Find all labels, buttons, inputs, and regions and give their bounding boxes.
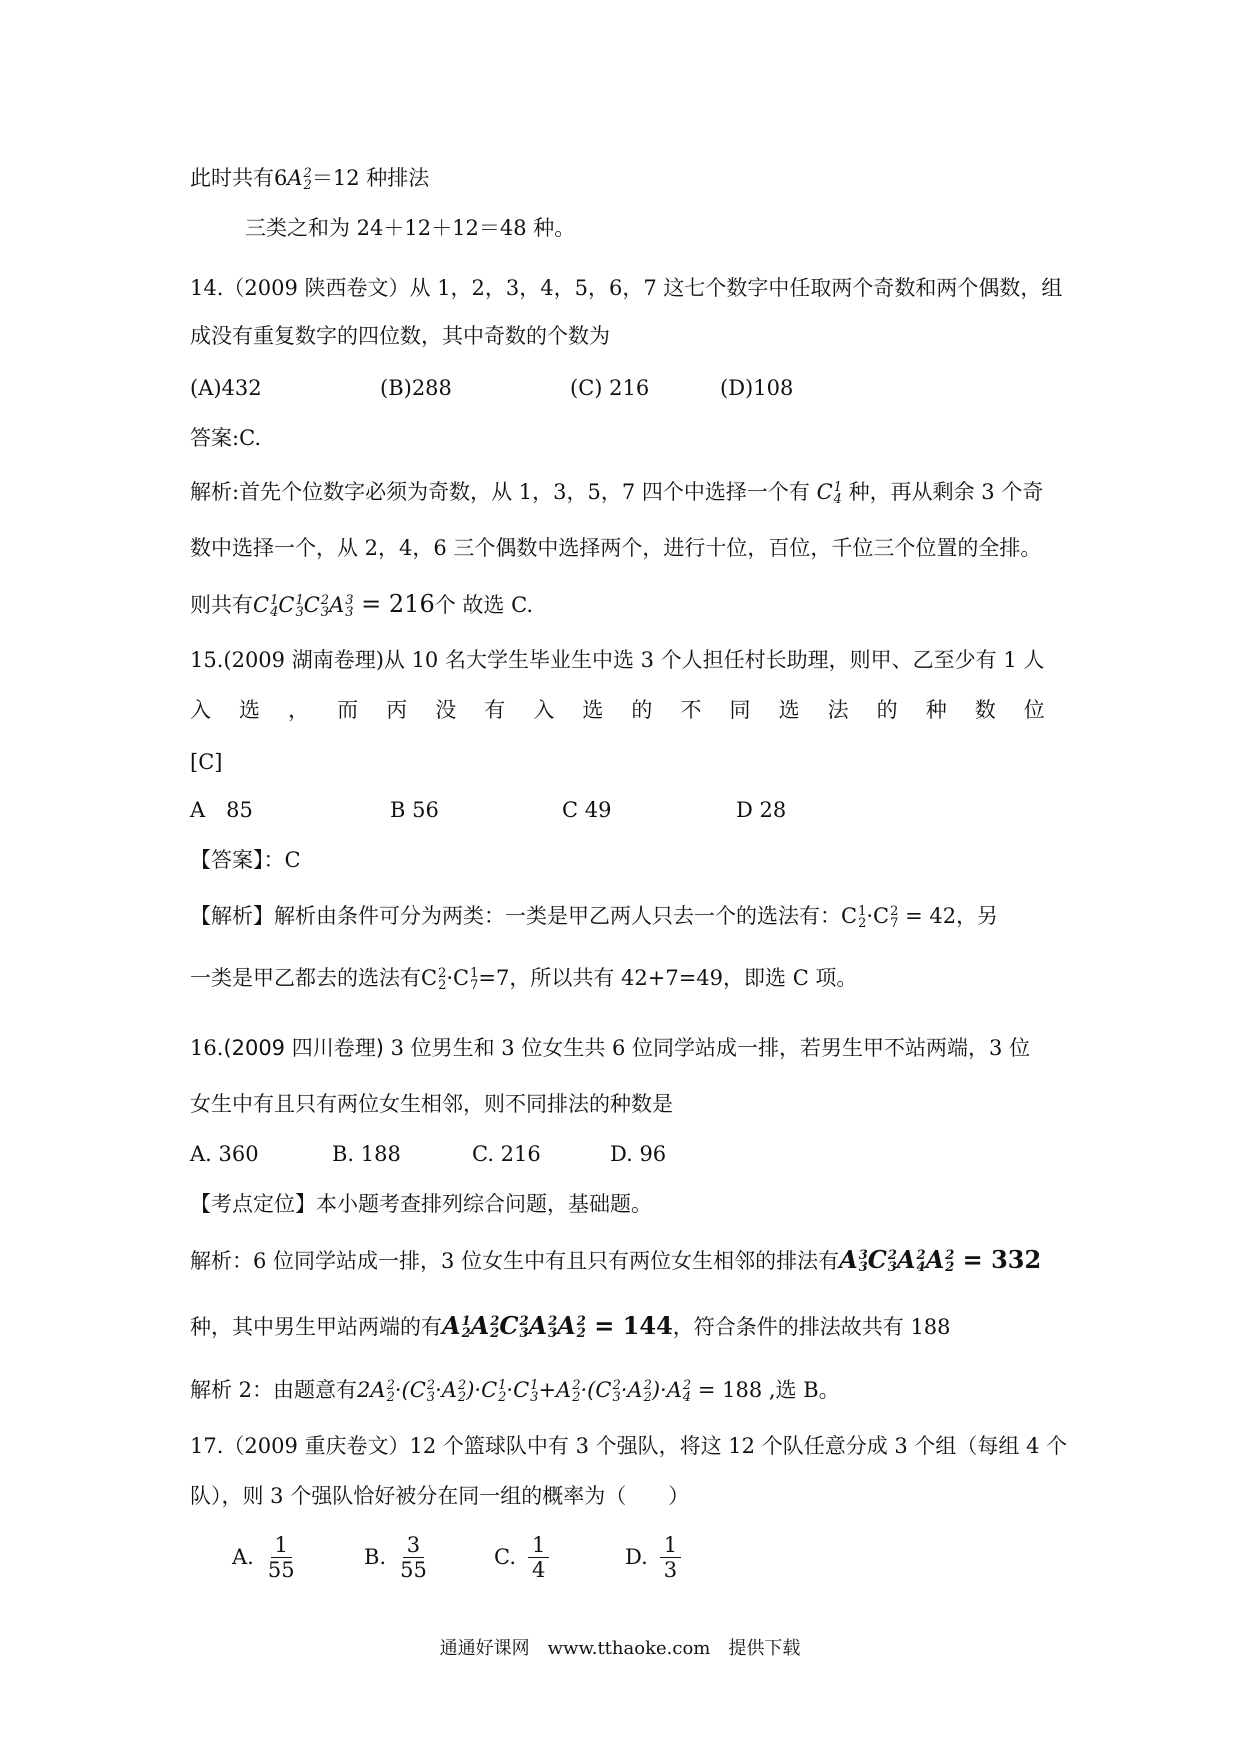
option: B 56: [390, 798, 439, 822]
formula: A 3 3 C 2 3 A 2 4 A 2 2: [839, 1245, 955, 1275]
formula: C 1 4 C 1 3 C 2 3 A 3 3: [253, 592, 354, 620]
char: 入: [190, 698, 211, 722]
coef: 6: [274, 166, 288, 190]
formula-value: = 216: [353, 590, 435, 618]
question-16-line-1: [190, 1034, 1030, 1062]
question-14-answer: 答案:C.: [190, 426, 262, 450]
option: A. 360: [190, 1142, 259, 1166]
text-span: 一类是甲乙都去的选法有: [190, 966, 421, 990]
option: (A)432: [190, 376, 262, 400]
char: 入: [533, 698, 555, 722]
option: C. 216: [472, 1142, 541, 1166]
question-14-analysis-1: [190, 478, 1043, 506]
question-16-analysis-3: [190, 1376, 840, 1404]
question-15-answer: 【答案】：C: [190, 848, 301, 872]
text-line: [190, 164, 429, 192]
text-span: ＝12 种排法: [311, 166, 430, 190]
text-span: 此时共有: [190, 166, 274, 190]
question-15-line-3: [C]: [190, 750, 223, 774]
char: 的: [876, 698, 898, 722]
char: 而: [337, 698, 359, 722]
option-label: D.: [625, 1545, 648, 1569]
numerator: 1: [271, 1533, 292, 1558]
question-14-line-2: 成没有重复数字的四位数，其中奇数的个数为: [190, 324, 610, 348]
text-span: 种，其中男生甲站两端的有: [190, 1315, 442, 1339]
char: 数: [974, 698, 996, 722]
question-15-analysis-2: [190, 964, 857, 992]
denominator: 55: [267, 1557, 295, 1582]
formula-value: = 332: [954, 1245, 1042, 1274]
char: 不: [680, 698, 702, 722]
option: (C) 216: [570, 376, 650, 400]
option: C 49: [562, 798, 612, 822]
fraction: [266, 1533, 297, 1582]
question-16-line-2: 女生中有且只有两位女生相邻，则不同排法的种数是: [190, 1092, 673, 1116]
option-c: [494, 1522, 549, 1592]
formula: 2A 2 2 ·(C 2 3 ·A 2 2 )·C 1 2 ·C 1 3 +A 2 2 ·(C 2 3 ·A 2 2 )·A 2 4: [357, 1377, 692, 1405]
question-14-line-1: 14.（2009 陕西卷文）从 1，2，3，4，5，6，7 这七个数字中任取两个奇数和两个偶数，组: [190, 276, 1063, 300]
formula-value: = 144: [585, 1311, 673, 1340]
char: 种: [925, 698, 947, 722]
text-span: 则共有: [190, 593, 253, 617]
numerator: 1: [528, 1533, 549, 1558]
text-span: =7，所以共有 42+7=49，即选 C 项。: [478, 966, 858, 990]
question-17-line-2: 队），则 3 个强队恰好被分在同一组的概率为（ ）: [190, 1484, 690, 1508]
text-span: 解析:首先个位数字必须为奇数，从 1，3，5，7 四个中选择一个有: [190, 480, 810, 504]
fraction: [398, 1533, 429, 1582]
char: 位: [1023, 698, 1045, 722]
text-span: 16.: [190, 1036, 224, 1060]
question-14-analysis-3: [190, 590, 533, 619]
numerator: 1: [660, 1533, 681, 1558]
denominator: 3: [663, 1557, 678, 1582]
char: 丙: [386, 698, 408, 722]
text-span: ,选 B。: [762, 1378, 840, 1402]
formula: A 1 2 A 2 2 C 2 3 A 2 3 A 2 2: [442, 1311, 586, 1341]
question-15-analysis-1: [190, 902, 998, 930]
option-label: C.: [494, 1545, 516, 1569]
option: D. 96: [610, 1142, 667, 1166]
text-span: ，另: [956, 904, 999, 928]
formula: C 1 4: [816, 479, 842, 507]
question-16-analysis-1: [190, 1246, 1041, 1275]
numerator: 3: [403, 1533, 424, 1558]
char: 没: [435, 698, 457, 722]
option: (D)108: [720, 376, 794, 400]
char: 选: [582, 698, 604, 722]
option: A 85: [190, 798, 253, 822]
option: B. 188: [332, 1142, 401, 1166]
fraction: [528, 1533, 549, 1582]
denominator: 4: [532, 1557, 546, 1582]
text-span: 解析：6 位同学站成一排，3 位女生中有且只有两位女生相邻的排法有: [190, 1249, 840, 1273]
text-span: 【解析】解析由条件可分为两类：一类是甲乙两人只去一个的选法有：: [190, 904, 841, 928]
char: 的: [631, 698, 653, 722]
option-a: [232, 1522, 297, 1592]
option-b: [364, 1522, 429, 1592]
text-span: 个 故选 C.: [434, 593, 534, 617]
text-span: 种，再从剩余 3 个奇: [848, 480, 1044, 504]
formula: A 2 2: [287, 165, 312, 193]
source-tag: (2009 四川卷理): [223, 1036, 384, 1060]
question-16-analysis-2: [190, 1312, 951, 1341]
option: (B)288: [380, 376, 452, 400]
question-16-point: 【考点定位】本小题考查排列综合问题，基础题。: [190, 1192, 652, 1216]
char: 有: [484, 698, 506, 722]
page-footer: 通通好课网 www.tthaoke.com 提供下载: [439, 1638, 801, 1659]
fraction: [660, 1533, 681, 1582]
formula-value: = 188: [691, 1378, 763, 1402]
char: 法: [827, 698, 849, 722]
char: 同: [729, 698, 751, 722]
text-span: ，符合条件的排法故共有 188: [672, 1315, 951, 1339]
question-17-line-1: 17.（2009 重庆卷文）12 个篮球队中有 3 个强队，将这 12 个队任意分成 3 个组（每组 4 个: [190, 1434, 1068, 1458]
denominator: 55: [400, 1557, 427, 1582]
question-14-analysis-2: 数中选择一个，从 2，4，6 三个偶数中选择两个，进行十位，百位，千位三个位置的全排。: [190, 536, 1042, 560]
formula-value: = 42: [898, 904, 957, 928]
formula: C 1 2 ·C 2 7: [841, 903, 899, 931]
option: D 28: [736, 798, 787, 822]
text-line: 三类之和为 24＋12＋12＝48 种。: [245, 216, 576, 240]
option-label: B.: [364, 1545, 387, 1569]
question-15-line-1: 15.(2009 湖南卷理)从 10 名大学生毕业生中选 3 个人担任村长助理，则甲、乙至少有 1 人: [190, 648, 1045, 672]
char: ，: [288, 698, 310, 722]
char: 选: [239, 698, 261, 722]
text-span: 解析 2：由题意有: [190, 1378, 358, 1402]
option-d: [625, 1522, 681, 1592]
question-15-line-2: [190, 696, 1045, 724]
formula: C 2 2 ·C 1 7: [421, 965, 479, 993]
text-span: 3 位男生和 3 位女生共 6 位同学站成一排，若男生甲不站两端，3 位: [383, 1036, 1031, 1060]
char: 选: [778, 698, 800, 722]
option-label: A.: [232, 1545, 254, 1569]
